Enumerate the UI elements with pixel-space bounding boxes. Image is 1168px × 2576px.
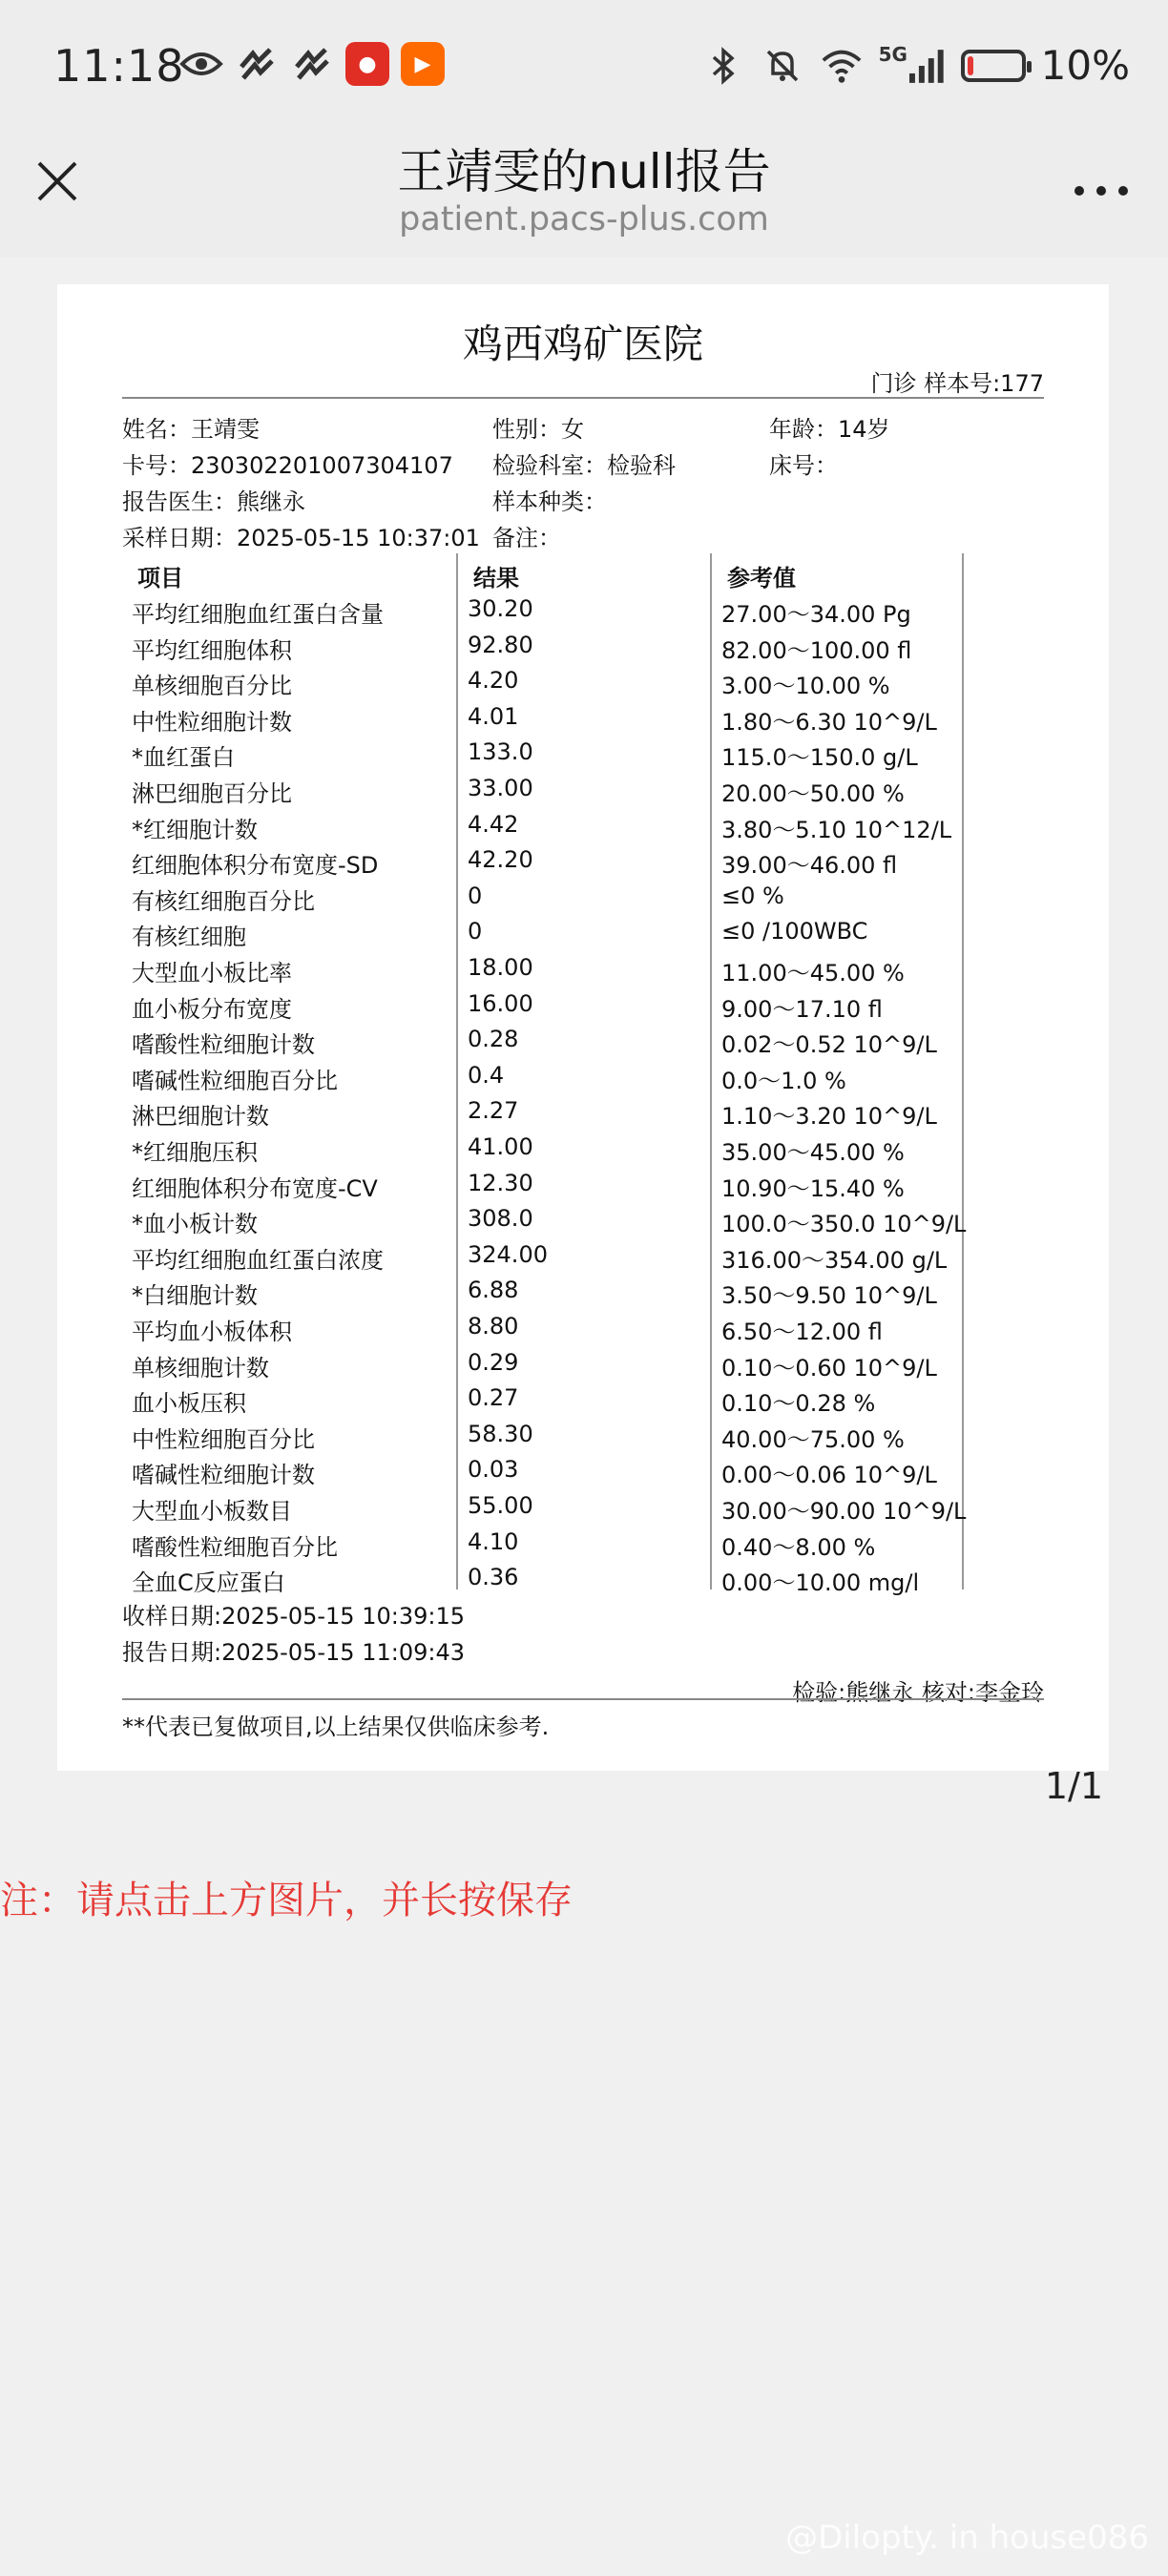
table-row (57, 1166, 1109, 1202)
table-row (57, 807, 1109, 843)
item-reference: 0.00～10.00 mg/l (721, 1569, 920, 1597)
table-row (57, 592, 1109, 628)
save-hint: 注：请点击上方图片，并长按保存 (0, 1879, 573, 1922)
divider (122, 1698, 1044, 1700)
item-result: 133.0 (468, 738, 533, 766)
battery-percent: 10% (1040, 42, 1130, 89)
status-left-icons (179, 42, 445, 86)
item-name: 红细胞体积分布宽度-CV (132, 1174, 378, 1202)
col-header-reference: 参考值 (727, 565, 796, 592)
item-name: 单核细胞计数 (132, 1354, 269, 1381)
item-reference: 0.0～1.0 % (721, 1067, 846, 1094)
item-reference: 3.50～9.50 10^9/L (721, 1282, 937, 1310)
item-name: 嗜酸性粒细胞计数 (132, 1031, 315, 1059)
item-name: 嗜碱性粒细胞计数 (132, 1462, 315, 1489)
item-name: 平均红细胞血红蛋白浓度 (132, 1246, 384, 1274)
table-row (57, 1201, 1109, 1237)
table-row (57, 1130, 1109, 1166)
item-result: 55.00 (468, 1492, 533, 1519)
item-result: 92.80 (468, 631, 533, 658)
table-row (57, 735, 1109, 771)
item-result: 308.0 (468, 1205, 533, 1233)
table-row (57, 1488, 1109, 1525)
item-reference: 10.90～15.40 % (721, 1174, 905, 1202)
col-header-result: 结果 (473, 565, 519, 592)
card-number: 卡号：230302201007304107 (122, 452, 453, 479)
item-result: 0.03 (468, 1456, 519, 1484)
status-time: 11:18 (53, 40, 185, 92)
item-result: 41.00 (468, 1133, 533, 1160)
battery-level-fill (968, 56, 973, 75)
item-name: 平均血小板体积 (132, 1319, 292, 1345)
item-reference: 9.00～17.10 fl (721, 995, 883, 1023)
table-row (57, 1058, 1109, 1094)
table-row (57, 1560, 1109, 1596)
item-result: 12.30 (468, 1169, 533, 1196)
table-row (57, 699, 1109, 736)
item-reference: 0.00～0.06 10^9/L (721, 1462, 937, 1489)
bed-number: 床号： (769, 452, 838, 479)
receive-date: 收样日期:2025-05-15 10:39:15 (122, 1603, 465, 1630)
item-result: 0 (468, 918, 483, 945)
page-indicator: 1/1 (1044, 1765, 1103, 1807)
item-reference: 3.80～5.10 10^12/L (721, 816, 952, 843)
item-result: 0.29 (468, 1348, 519, 1376)
item-name: 平均红细胞体积 (132, 636, 292, 664)
report-date: 报告日期:2025-05-15 11:09:43 (122, 1639, 465, 1666)
item-name: 淋巴细胞百分比 (132, 780, 292, 807)
table-row (57, 987, 1109, 1023)
report-image[interactable] (57, 284, 1109, 1771)
item-result: 0 (468, 882, 483, 909)
item-name: 大型血小板比率 (132, 960, 292, 987)
remark: 备注： (492, 525, 561, 551)
item-reference: 316.00～354.00 g/L (721, 1246, 948, 1274)
collect-date: 采样日期：2025-05-15 10:37:01 (122, 525, 480, 551)
table-row (57, 1237, 1109, 1274)
app-badge-kuaishou: ▶ (401, 42, 445, 86)
item-reference: 39.00～46.00 fl (721, 852, 898, 880)
table-row (57, 1381, 1109, 1417)
item-result: 33.00 (468, 775, 533, 801)
item-reference: ≤0 /100WBC (721, 918, 868, 945)
item-result: 0.4 (468, 1061, 505, 1089)
table-row (57, 1022, 1109, 1058)
item-name: 红细胞体积分布宽度-SD (132, 852, 379, 880)
page-url: patient.pacs-plus.com (399, 200, 769, 239)
status-right-icons (701, 42, 1130, 89)
item-reference: 1.10～3.20 10^9/L (721, 1103, 937, 1131)
status-bar (0, 0, 1168, 134)
item-reference: 0.02～0.52 10^9/L (721, 1031, 937, 1059)
table-row (57, 663, 1109, 699)
item-name: 血小板压积 (132, 1390, 246, 1418)
item-reference: 6.50～12.00 fl (721, 1319, 883, 1345)
signal-wave-icon (290, 42, 334, 86)
item-name: 大型血小板数目 (132, 1498, 292, 1525)
item-reference: 0.10～0.60 10^9/L (721, 1354, 937, 1381)
table-row (57, 1452, 1109, 1488)
item-reference: 30.00～90.00 10^9/L (721, 1498, 967, 1525)
item-reference: 82.00～100.00 fl (721, 636, 912, 664)
item-result: 16.00 (468, 989, 533, 1017)
table-row (57, 1525, 1109, 1561)
item-reference: 115.0～150.0 g/L (721, 744, 918, 772)
item-name: 有核红细胞 (132, 924, 246, 951)
hospital-name: 鸡西鸡矿医院 (462, 321, 703, 367)
table-row (57, 1417, 1109, 1453)
table-row (57, 879, 1109, 915)
bluetooth-icon (701, 44, 745, 88)
item-result: 0.28 (468, 1026, 519, 1053)
signal-wave-icon (235, 42, 279, 86)
cellular-icon (879, 44, 946, 88)
item-name: 中性粒细胞百分比 (132, 1425, 315, 1453)
item-name: *红细胞压积 (132, 1139, 258, 1166)
page-title: 王靖雯的null报告 (397, 144, 771, 199)
report-doctor: 报告医生：熊继永 (122, 488, 305, 515)
divider (122, 397, 1044, 399)
table-row (57, 1309, 1109, 1345)
item-reference: 27.00～34.00 Pg (721, 601, 911, 628)
wifi-icon (820, 44, 864, 88)
item-name: 嗜酸性粒细胞百分比 (132, 1533, 338, 1561)
battery-icon (961, 50, 1026, 82)
item-result: 8.80 (468, 1313, 519, 1340)
table-row (57, 771, 1109, 807)
lab-dept: 检验科室：检验科 (492, 452, 676, 479)
item-result: 2.27 (468, 1097, 519, 1125)
item-result: 6.88 (468, 1277, 519, 1304)
col-header-item: 项目 (137, 565, 183, 592)
table-row (57, 950, 1109, 987)
table-row (57, 842, 1109, 879)
network-type: 5G (878, 42, 907, 66)
item-reference: 40.00～75.00 % (721, 1425, 905, 1453)
item-result: 4.42 (468, 810, 519, 838)
app-badge-pinduoduo: ● (345, 42, 389, 86)
more-icon[interactable] (1073, 172, 1130, 197)
item-name: *血红蛋白 (132, 744, 235, 772)
item-result: 324.00 (468, 1240, 548, 1268)
table-row (57, 1345, 1109, 1381)
sample-number: 门诊 样本号:177 (870, 370, 1044, 397)
item-name: *红细胞计数 (132, 816, 258, 843)
item-name: 淋巴细胞计数 (132, 1103, 269, 1131)
item-name: 全血C反应蛋白 (132, 1569, 285, 1597)
item-name: 中性粒细胞计数 (132, 708, 292, 736)
table-row (57, 628, 1109, 664)
item-reference: 20.00～50.00 % (721, 780, 905, 807)
table-row (57, 914, 1109, 950)
item-reference: 100.0～350.0 10^9/L (721, 1211, 967, 1238)
item-name: 平均红细胞血红蛋白含量 (132, 601, 384, 628)
table-row (57, 1093, 1109, 1130)
eye-icon (179, 42, 223, 86)
item-reference: 3.00～10.00 % (721, 673, 890, 700)
patient-name: 姓名：王靖雯 (122, 416, 260, 443)
item-result: 30.20 (468, 595, 533, 622)
item-result: 42.20 (468, 846, 533, 874)
item-name: 有核红细胞百分比 (132, 887, 315, 915)
item-name: *血小板计数 (132, 1211, 258, 1238)
watermark: @Dilopty. in house086 (785, 2519, 1149, 2557)
item-result: 58.30 (468, 1420, 533, 1447)
item-name: 血小板分布宽度 (132, 995, 292, 1023)
item-name: *白细胞计数 (132, 1282, 258, 1310)
item-result: 18.00 (468, 954, 533, 981)
item-result: 4.01 (468, 702, 519, 730)
item-name: 嗜碱性粒细胞百分比 (132, 1067, 338, 1094)
item-reference: ≤0 % (721, 882, 784, 909)
patient-sex: 性别：女 (492, 416, 584, 443)
table-row (57, 1273, 1109, 1309)
patient-age: 年龄：14岁 (769, 416, 890, 443)
item-result: 4.20 (468, 667, 519, 695)
item-reference: 1.80～6.30 10^9/L (721, 708, 937, 736)
item-result: 4.10 (468, 1527, 519, 1555)
item-result: 0.36 (468, 1564, 519, 1591)
sample-type: 样本种类： (492, 488, 607, 515)
item-reference: 35.00～45.00 % (721, 1139, 905, 1166)
item-reference: 0.10～0.28 % (721, 1390, 876, 1418)
item-result: 0.27 (468, 1384, 519, 1412)
item-reference: 11.00～45.00 % (721, 960, 905, 987)
footnote: **代表已复做项目,以上结果仅供临床参考. (122, 1714, 550, 1740)
item-reference: 0.40～8.00 % (721, 1533, 876, 1561)
item-name: 单核细胞百分比 (132, 673, 292, 700)
bell-muted-icon (761, 44, 804, 88)
signers: 检验:熊继永 核对:李金玲 (792, 1679, 1044, 1706)
